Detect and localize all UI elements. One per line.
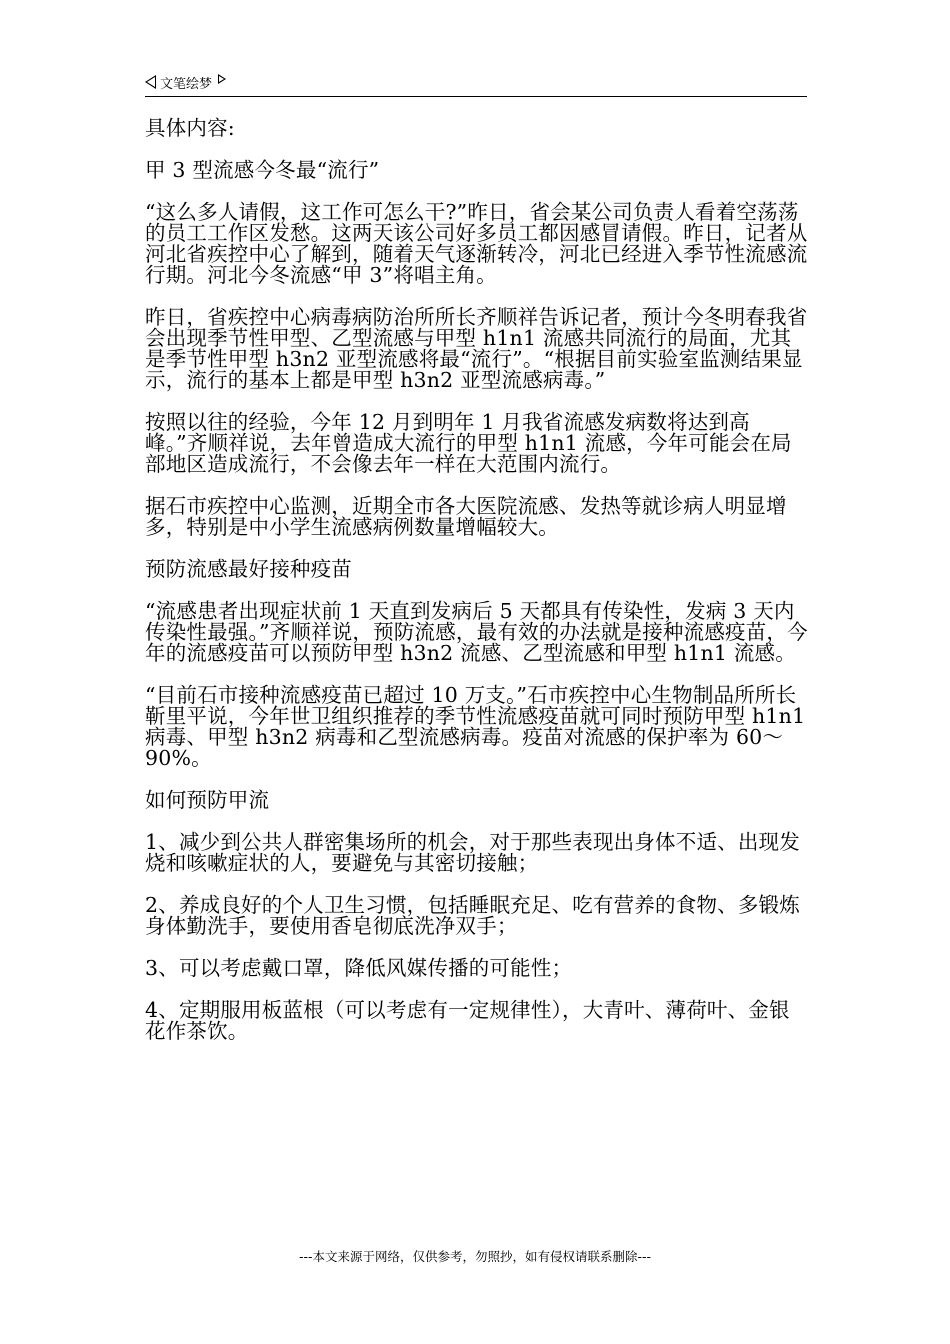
header-bar	[145, 70, 807, 94]
article-body	[145, 118, 810, 1063]
list-item: 2、养成良好的个人卫生习惯，包括睡眠充足、吃有营养的食物、多锻炼身体勤洗手，要使用香皂彻底洗净双手；	[145, 893, 800, 938]
list-item: 1、减少到公共人群密集场所的机会，对于那些表现出身体不适、出现发烧和咳嗽症状的人，要避免与其密切接触；	[145, 830, 800, 875]
triangle-right-icon	[218, 74, 226, 84]
page-header	[145, 70, 807, 97]
paragraph: 据石市疾控中心监测，近期全市各大医院流感、发热等就诊病人明显增多，特别是中小学生流感病例数量增幅较大。	[145, 494, 787, 539]
page-footer: ---本文来源于网络，仅供参考，勿照抄，如有侵权请联系删除---	[298, 1249, 652, 1264]
header-title: 文笔绘梦	[160, 76, 213, 92]
list-item: 3、可以考虑戴口罩，降低风媒传播的可能性；	[145, 956, 573, 980]
paragraph: “流感患者出现症状前 1 天直到发病后 5 天都具有传染性，发病 3 天内传染性最强。”齐顺祥说，预防流感，最有效的办法就是接种流感疫苗，今年的流感疫苗可以预防甲型 h3n2 流感、乙型流感和甲型 h1n1 流感。	[145, 599, 808, 665]
paragraph: 昨日，省疾控中心病毒病防治所所长齐顺祥告诉记者，预计今冬明春我省会出现季节性甲型、乙型流感与甲型 h1n1 流感共同流行的局面，尤其是季节性甲型 h3n2 亚型流感将最“流行”。“根据目前实验室监测结果显示，流行的基本上都是甲型 h3n2 亚型流感病毒。”	[145, 305, 808, 392]
section-heading: 甲 3 型流感今冬最“流行”	[145, 158, 380, 182]
paragraph: 按照以往的经验，今年 12 月到明年 1 月我省流感发病数将达到高峰。”齐顺祥说，去年曾造成大流行的甲型 h1n1 流感，今年可能会在局部地区造成流行，不会像去年一样在大范围内流行。	[145, 410, 792, 476]
content-label: 具体内容:	[145, 116, 235, 140]
section-heading: 如何预防甲流	[145, 788, 270, 812]
list-item: 4、定期服用板蓝根（可以考虑有一定规律性），大青叶、薄荷叶、金银花作茶饮。	[145, 998, 790, 1043]
triangle-left-icon	[145, 75, 156, 89]
section-heading: 预防流感最好接种疫苗	[145, 557, 352, 581]
paragraph: “目前石市接种流感疫苗已超过 10 万支。”石市疾控中心生物制品所所长靳里平说，今年世卫组织推荐的季节性流感疫苗就可同时预防甲型 h1n1 病毒、甲型 h3n2 病毒和乙型流感病毒。疫苗对流感的保护率为 60～90%。	[145, 683, 806, 770]
paragraph: “这么多人请假，这工作可怎么干?”昨日，省会某公司负责人看着空荡荡的员工工作区发愁。这两天该公司好多员工都因感冒请假。昨日，记者从河北省疾控中心了解到，随着天气逐渐转冷，河北已经进入季节性流感流行期。河北今冬流感“甲 3”将唱主角。	[145, 200, 808, 287]
